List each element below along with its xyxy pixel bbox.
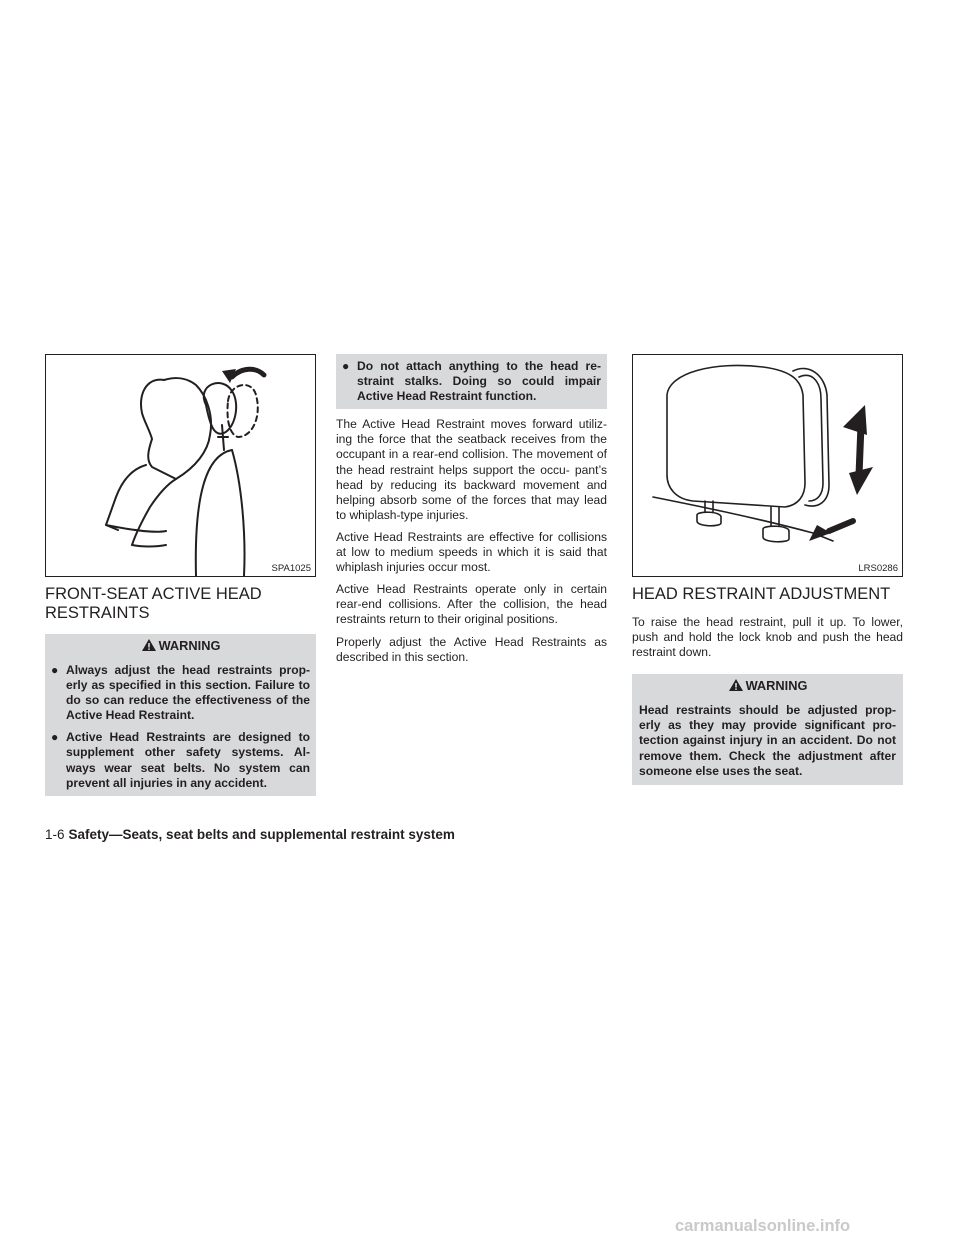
section-heading: FRONT-SEAT ACTIVE HEAD RESTRAINTS [45,585,262,622]
section-heading: HEAD RESTRAINT ADJUSTMENT [632,585,891,603]
page-footer [45,827,455,843]
warning-item: ● Do not attach anything to the head re- straint stalks. Doing so could impair Active Head Restraint function. [342,359,601,404]
warning-triangle-icon [728,676,744,700]
left-column [45,354,316,796]
body-paragraph: Active Head Restraints are effective for collisions at low to medium speeds in which it is said that whiplash injuries occur most. [336,529,607,575]
figure-code: SPA1025 [271,563,311,574]
warning-box [632,674,903,784]
warning-item: ● Active Head Restraints are designed to supplement other safety systems. Al- ways wear seat belts. No system can prevent all injuries in any accident. [51,730,310,790]
warning-title: WARNING [745,678,808,694]
warning-triangle-icon [141,636,157,660]
active-head-restraint-illustration [45,354,316,577]
headrest-drawing [633,355,902,576]
body-paragraph: To raise the head restraint, pull it up. To lower, push and hold the lock knob and push the head restraint down. [632,615,903,660]
head-restraint-adjustment-illustration [632,354,903,577]
body-paragraph: Properly adjust the Active Head Restraints as described in this section. [336,634,607,664]
chapter-title: Safety—Seats, seat belts and supplemental restraint system [68,827,455,842]
warning-box-continued [336,354,607,409]
warning-header [632,674,903,698]
middle-column [336,354,607,672]
warning-item: ● Always adjust the head restraints prop- erly as specified in this section. Failure to do so can reduce the effectiveness of the Active Head Restraint. [51,663,310,723]
bullet-icon: ● [51,663,59,677]
body-paragraph: Active Head Restraints operate only in certain rear-end collisions. After the collision, the head restraints return to their original positions. [336,582,607,627]
right-column [632,354,903,785]
warning-header [45,634,316,658]
watermark-logo: carmanualsonline.info [675,1217,851,1235]
figure-code: LRS0286 [858,563,898,574]
page-number: 1-6 [45,827,65,842]
bullet-icon: ● [342,359,350,373]
warning-text: Head restraints should be adjusted prop- erly as they may provide significant pro- tection against injury in an accident. Do not remove them. Check the adjustment after someone else uses the seat. [639,703,896,778]
bullet-icon: ● [51,730,59,745]
warning-title: WARNING [158,638,221,653]
warning-box [45,634,316,796]
occupant-headrest-drawing [46,355,315,576]
body-paragraph: The Active Head Restraint moves forward utiliz- ing the force that the seatback receives from the occupant in a rear-end collision. The movement of the head restraint helps support the occu- pant’s head by reducing its backward movement and helping absorb some of the forces that may lead to whiplash-type injuries. [336,417,607,522]
